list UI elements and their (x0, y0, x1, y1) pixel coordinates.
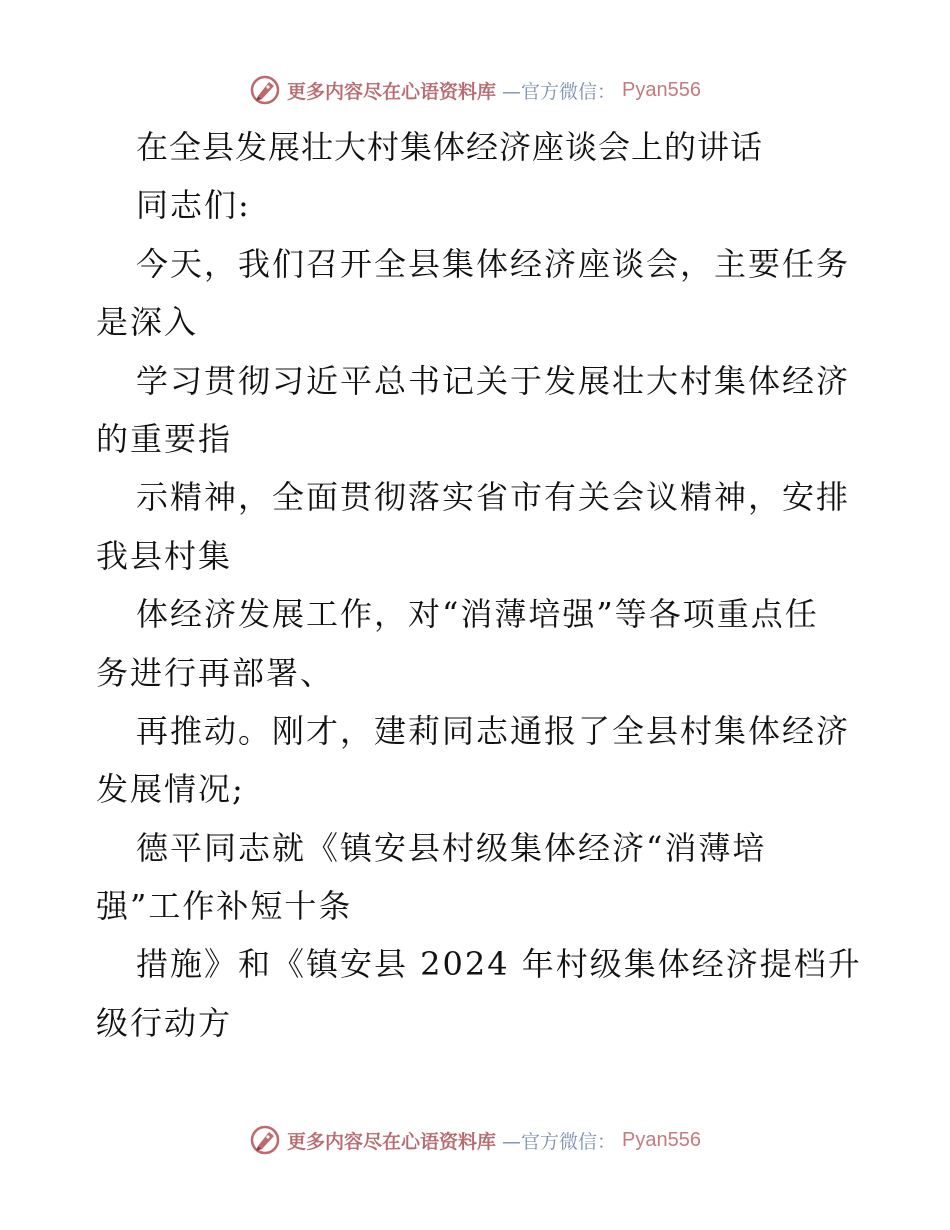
document-body (96, 118, 862, 1052)
footer-watermark (0, 1120, 950, 1160)
paragraph-line: 务进行再部署、 (96, 653, 335, 692)
watermark-text: 更多内容尽在心语资料库 (287, 1130, 497, 1153)
paragraph-line: 的重要指 (96, 419, 233, 458)
document-title: 在全县发展壮大村集体经济座谈会上的讲话 (136, 128, 764, 166)
paragraph-line: 措施》和《镇安县 2024 年村级集体经济提档升 (136, 945, 862, 984)
paragraph-line: 是深入 (96, 303, 199, 342)
watermark-wechat-id: Pyan556 (622, 1128, 701, 1151)
header-watermark (0, 70, 950, 110)
paragraph-line: 今天，我们召开全县集体经济座谈会，主要任务 (136, 244, 851, 283)
paragraph-line: 强”工作补短十条 (96, 887, 353, 926)
watermark-text: 更多内容尽在心语资料库 (287, 80, 497, 103)
paragraph-line: 德平同志就《镇安县村级集体经济“消薄培 (136, 828, 767, 867)
paragraph-line: 我县村集 (96, 536, 233, 575)
paragraph-line: 体经济发展工作，对“消薄培强”等各项重点任 (136, 595, 819, 634)
paragraph-line: 示精神，全面贯彻落实省市有关会议精神，安排 (136, 478, 851, 517)
paragraph-line: 同志们: (136, 186, 251, 225)
watermark-wechat-id: Pyan556 (622, 78, 701, 101)
paragraph-line: 发展情况; (96, 770, 245, 809)
watermark-separator: —官方微信： (502, 80, 617, 103)
pen-nib-logo-icon (249, 1124, 281, 1156)
paragraph-line: 学习贯彻习近平总书记关于发展壮大村集体经济 (136, 361, 851, 400)
paragraph-line: 再推动。刚才，建莉同志通报了全县村集体经济 (136, 711, 851, 750)
watermark-separator: —官方微信： (502, 1130, 617, 1153)
pen-nib-logo-icon (249, 74, 281, 106)
paragraph-line: 级行动方 (96, 1003, 233, 1042)
